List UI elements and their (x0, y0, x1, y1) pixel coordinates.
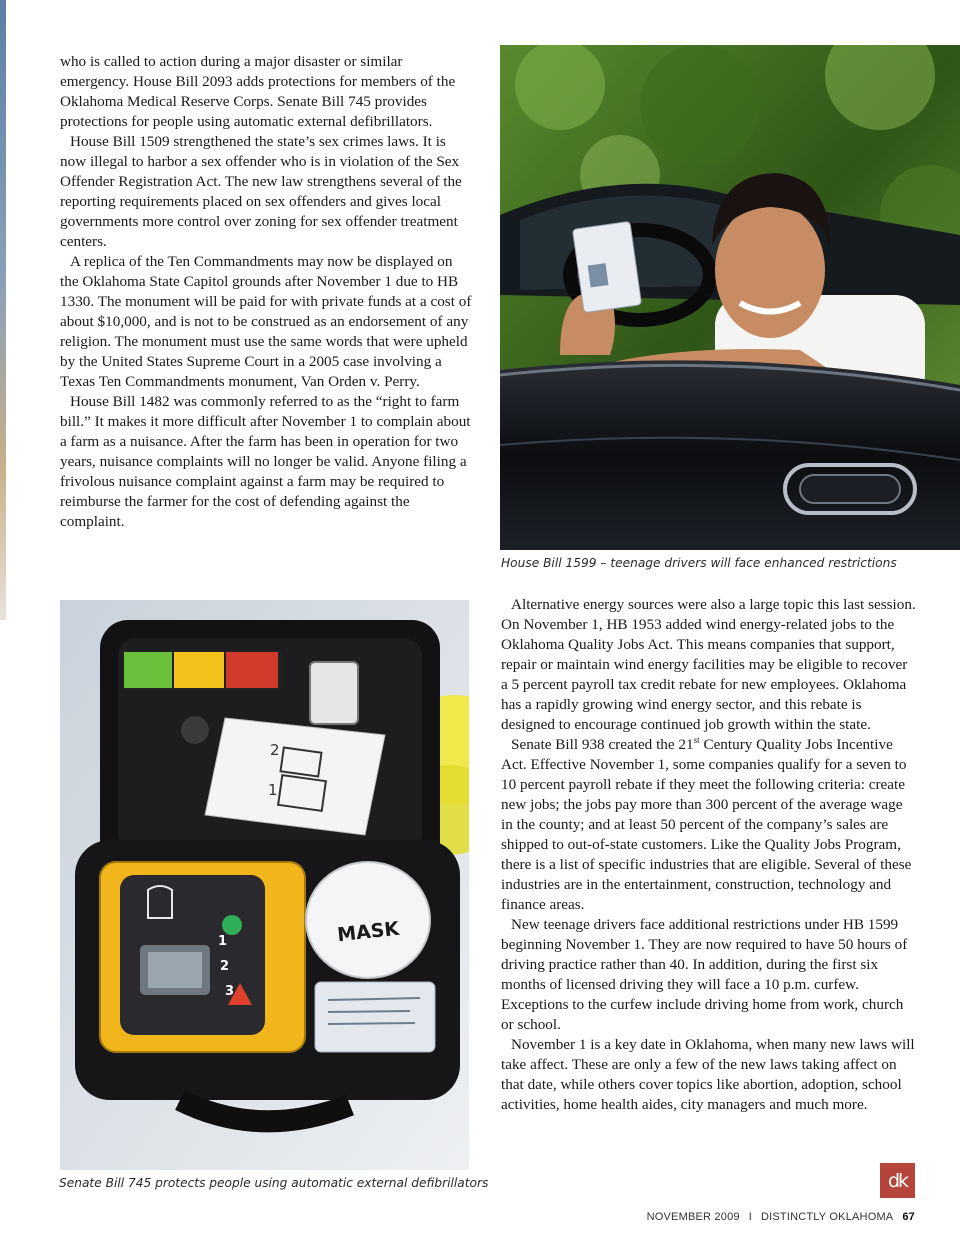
aed-kit-photo (60, 600, 469, 1170)
article-paragraph: House Bill 1509 strengthened the state’s sex crimes laws. It is now illegal to harbor a sex offender who is in violation of the Sex Offender Registration Act. The new law strengthens several of the reporting requirements placed on sex offenders and gives local governments more control over zoning for sex offender treatment centers. (60, 133, 462, 250)
magazine-logo: dk (880, 1163, 915, 1198)
article-paragraph: November 1 is a key date in Oklahoma, when many new laws will take affect. These are only a few of the new laws taking affect on that date, while others cover topics like abortion, adoption, school activities, home health aides, city managers and much more. (501, 1036, 915, 1113)
teen-driver-photo (500, 45, 960, 550)
article-column-right (501, 595, 917, 1115)
article-paragraph: Alternative energy sources were also a large topic this last session. On November 1, HB 1953 added wind energy-related jobs to the Oklahoma Quality Jobs Act. This means companies that support, repair or maintain wind energy facilities may be eligible to recover a 5 percent payroll tax credit rebate for new employees. Oklahoma has a rapidly growing wind energy sector, and this rebate is designed to encourage continued job growth within the state. (501, 596, 916, 733)
pad-diagram-number: 1 (268, 781, 278, 799)
aed-photo-caption: Senate Bill 745 protects people using automatic external defibrillators (59, 1176, 489, 1190)
footer-separator: I (748, 1211, 752, 1223)
article-column-left (60, 52, 472, 532)
left-edge-image-strip (0, 0, 6, 620)
article-paragraph: New teenage drivers face additional restrictions under HB 1599 beginning November 1. They are now required to have 50 hours of driving practice rather than 40. In addition, during the first six months of licensed driving they will face a 10 p.m. curfew. Exceptions to the curfew include driving home from work, church or school. (501, 916, 908, 1033)
article-paragraph: House Bill 1482 was commonly referred to as the “right to farm bill.” It makes it more difficult after November 1 to complain about a farm as a nuisance. After the farm has been in operation for two years, nuisance complaints will no longer be valid. Anyone filing a frivolous nuisance complaint against a farm may be required to reimburse the farmer for the cost of defending against the complaint. (60, 393, 471, 530)
ordinal-superscript: st (693, 734, 700, 745)
article-paragraph: A replica of the Ten Commandments may now be displayed on the Oklahoma State Capitol grounds after November 1 due to HB 1330. The monument will be paid for with private funds at a cost of about $10,000, and is not to be construed as an endorsement of any religion. The monument must use the same words that were upheld by the United States Supreme Court in a 2005 case involving a Texas Ten Commandments monument, Van Orden v. Perry. (60, 253, 472, 390)
footer-magazine-name: DISTINCTLY OKLAHOMA (760, 1211, 894, 1223)
aed-step-number: 2 (220, 959, 230, 974)
article-text-fragment: Senate Bill 938 created the 21 (511, 736, 694, 753)
aed-step-number: 3 (225, 984, 235, 999)
page-footer (647, 1211, 915, 1223)
mask-label: MASK (336, 917, 401, 947)
article-paragraph (501, 735, 917, 915)
article-text-fragment: Century Quality Jobs Incentive Act. Effective November 1, some companies qualify for a seven to 10 percent payroll rebate if they meet the following criteria: create new jobs; the jobs pay more than 300 percent of the average wage in the county; and at least 50 percent of the company’s sales are shipped to out-of-state customers. Like the Quality Jobs Program, there is a list of specific industries that are eligible. Several of these industries are in the entertainment, construction, technology and finance areas. (501, 736, 912, 913)
aed-step-number: 1 (218, 934, 228, 949)
article-paragraph: who is called to action during a major disaster or similar emergency. House Bill 2093 adds protections for members of the Oklahoma Medical Reserve Corps. Senate Bill 745 provides protections for people using automatic external defibrillators. (60, 53, 456, 130)
page-number: 67 (902, 1211, 915, 1223)
driver-photo-caption: House Bill 1599 – teenage drivers will face enhanced restrictions (501, 556, 897, 570)
footer-issue-date: NOVEMBER 2009 (646, 1211, 740, 1223)
pad-diagram-number: 2 (270, 741, 280, 759)
